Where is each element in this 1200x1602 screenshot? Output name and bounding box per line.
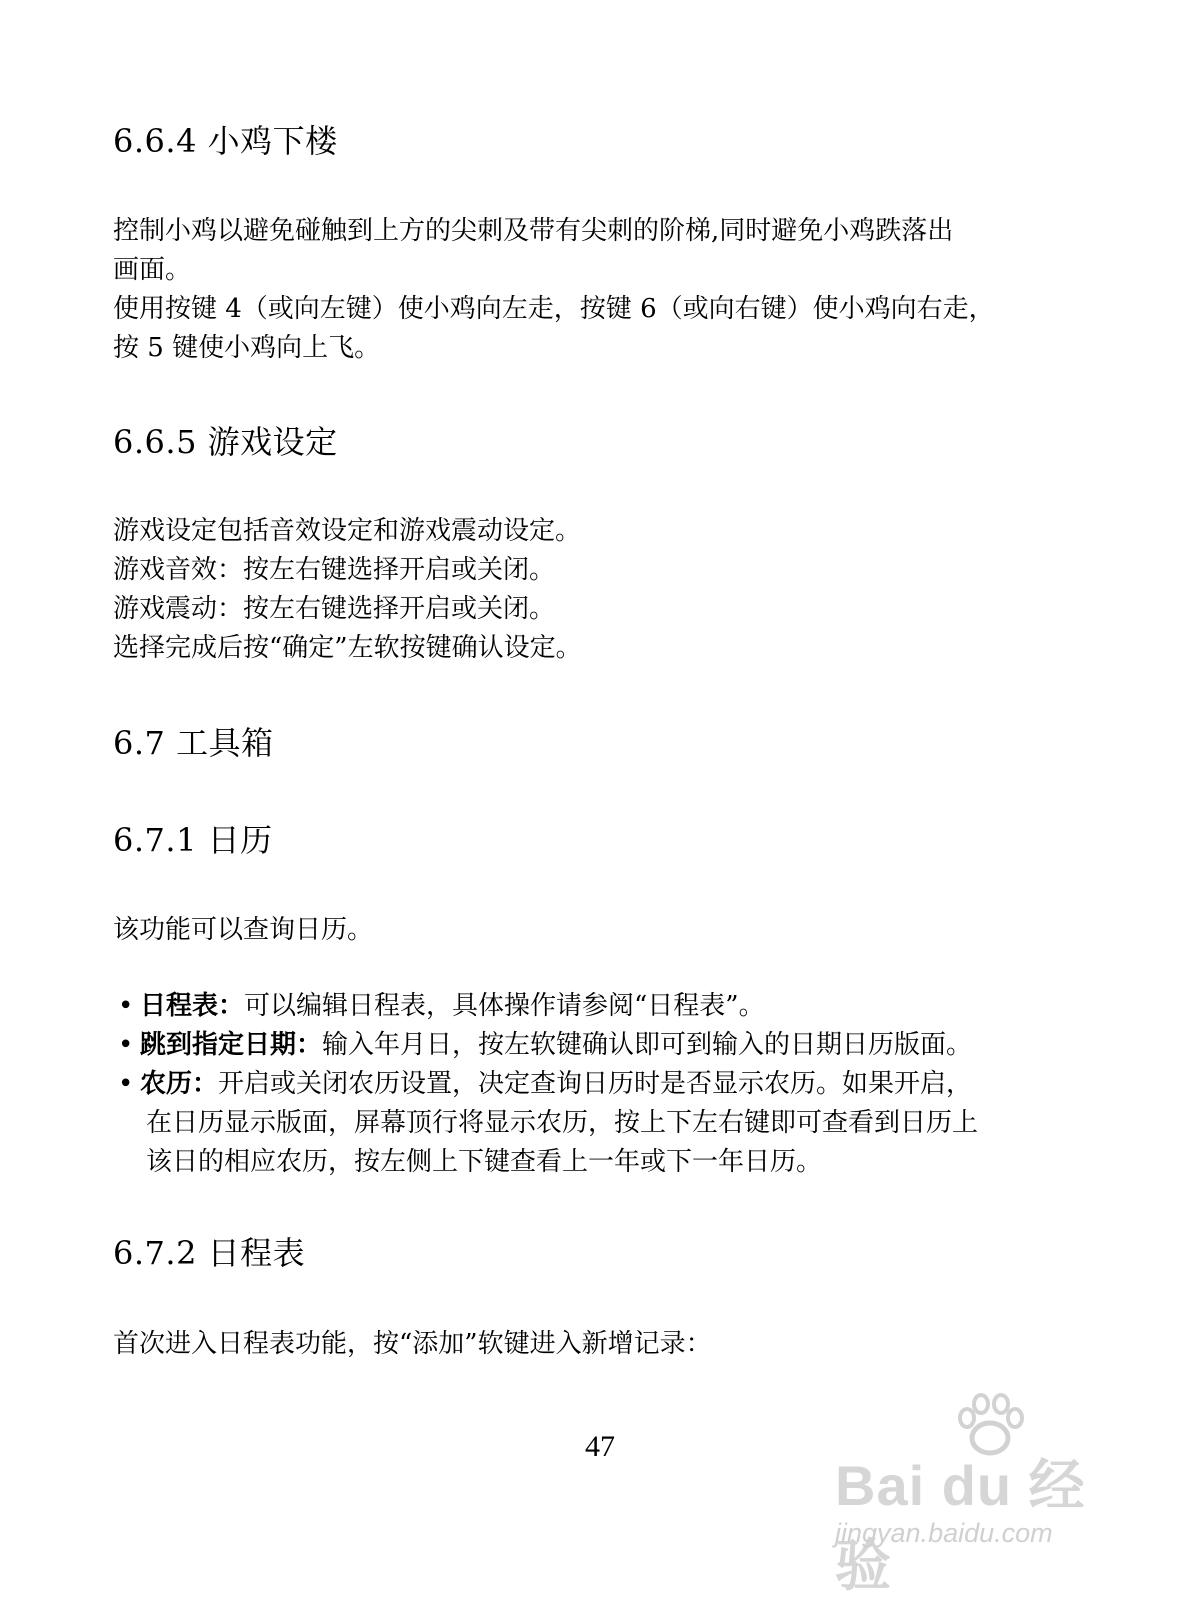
- baidu-watermark: [835, 1390, 1135, 1597]
- heading-6-7-2: 6.7.2 日程表: [113, 1234, 306, 1272]
- paragraph-line: 画面。: [113, 255, 192, 285]
- bullet-label: 日程表：: [140, 991, 245, 1021]
- heading-6-6-5: 6.6.5 游戏设定: [113, 423, 338, 461]
- paragraph-line: 按 5 键使小鸡向上飞。: [113, 333, 381, 363]
- paragraph-line: 控制小鸡以避免碰触到上方的尖刺及带有尖刺的阶梯,同时避免小鸡跌落出: [113, 216, 954, 246]
- bullet-label: 跳到指定日期：: [140, 1030, 323, 1060]
- bullet-text: 开启或关闭农历设置，决定查询日历时是否显示农历。如果开启，: [218, 1069, 973, 1099]
- watermark-brand: Bai du 经验: [835, 1454, 1086, 1597]
- heading-6-6-4: 6.6.4 小鸡下楼: [113, 122, 338, 160]
- bullet-item: [118, 1024, 972, 1061]
- paragraph-line: 首次进入日程表功能，按“添加”软键进入新增记录：: [113, 1329, 712, 1359]
- bullet-continuation: 在日历显示版面，屏幕顶行将显示农历，按上下左右键即可查看到日历上: [146, 1108, 979, 1138]
- bullet-item: [118, 985, 765, 1022]
- paragraph-line: 游戏音效：按左右键选择开启或关闭。: [113, 555, 556, 585]
- bullet-label: 农历：: [140, 1069, 219, 1099]
- page-number: 47: [585, 1430, 615, 1463]
- paragraph-line: 选择完成后按“确定”左软按键确认设定。: [113, 633, 582, 663]
- paragraph-line: 使用按键 4（或向左键）使小鸡向左走，按键 6（或向右键）使小鸡向右走，: [113, 294, 995, 324]
- heading-6-7: 6.7 工具箱: [113, 724, 274, 762]
- heading-6-7-1: 6.7.1 日历: [113, 821, 273, 859]
- bullet-dot: •: [118, 1069, 134, 1099]
- bullet-continuation: 该日的相应农历，按左侧上下键查看上一年或下一年日历。: [146, 1147, 823, 1177]
- bullet-dot: •: [118, 991, 134, 1021]
- bullet-item: [118, 1063, 972, 1100]
- paragraph-line: 该功能可以查询日历。: [113, 915, 374, 945]
- watermark-url: jingyan.baidu.com: [835, 1518, 1053, 1548]
- bullet-text: 可以编辑日程表，具体操作请参阅“日程表”。: [244, 991, 765, 1021]
- bullet-text: 输入年月日，按左软键确认即可到输入的日期日历版面。: [322, 1030, 973, 1060]
- paragraph-line: 游戏震动：按左右键选择开启或关闭。: [113, 594, 556, 624]
- paragraph-line: 游戏设定包括音效设定和游戏震动设定。: [113, 516, 582, 546]
- bullet-dot: •: [118, 1030, 134, 1060]
